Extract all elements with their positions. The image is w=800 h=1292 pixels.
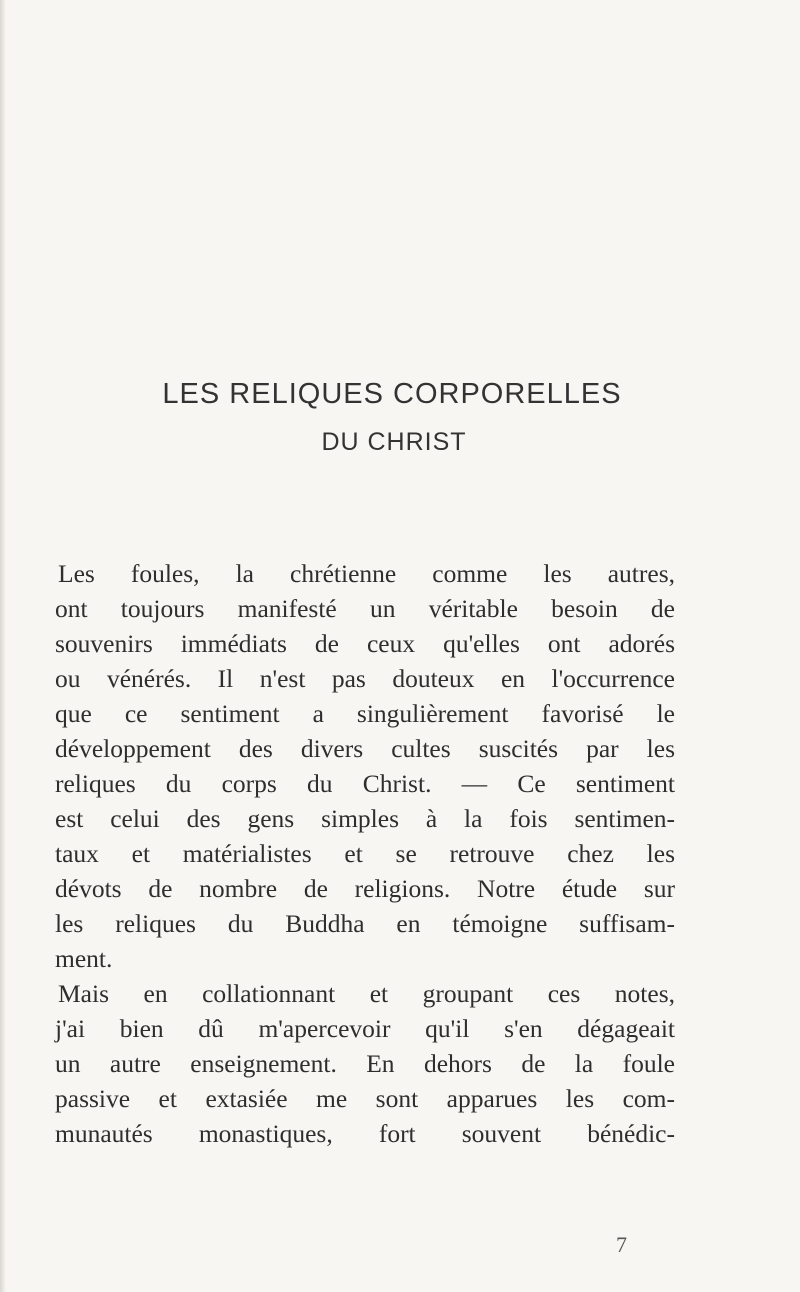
text-line: un autre enseignement. En dehors de la foule [55,1049,675,1078]
text-line: est celui des gens simples à la fois sentimen- [55,804,675,833]
text-line: développement des divers cultes suscités par les [55,734,675,763]
text-line: munautés monastiques, fort souvent bénédic- [55,1119,675,1148]
text-line: reliques du corps du Christ. — Ce sentiment [55,769,675,798]
text-line: souvenirs immédiats de ceux qu'elles ont adorés [55,629,675,658]
text-line: ou vénérés. Il n'est pas douteux en l'occurrence [55,664,675,693]
chapter-subtitle: DU CHRIST [321,428,467,456]
text-line: ment. [55,944,113,973]
text-line: dévots de nombre de religions. Notre étude sur [55,874,675,903]
text-line: les reliques du Buddha en témoigne suffisam- [55,909,675,938]
text-line: Les foules, la chrétienne comme les autres, [58,559,675,588]
chapter-title: LES RELIQUES CORPORELLES [162,378,622,410]
body-paragraphs [55,556,675,1151]
page-edge-shadow [0,0,6,1292]
text-line: passive et extasiée me sont apparues les com- [55,1084,675,1113]
text-line: j'ai bien dû m'apercevoir qu'il s'en dégageait [55,1014,675,1043]
text-line: taux et matérialistes et se retrouve chez les [55,839,675,868]
text-line: que ce sentiment a singulièrement favorisé le [55,699,675,728]
page-number: 7 [616,1232,627,1257]
text-line: ont toujours manifesté un véritable besoin de [55,594,675,623]
text-line: Mais en collationnant et groupant ces notes, [58,979,675,1008]
